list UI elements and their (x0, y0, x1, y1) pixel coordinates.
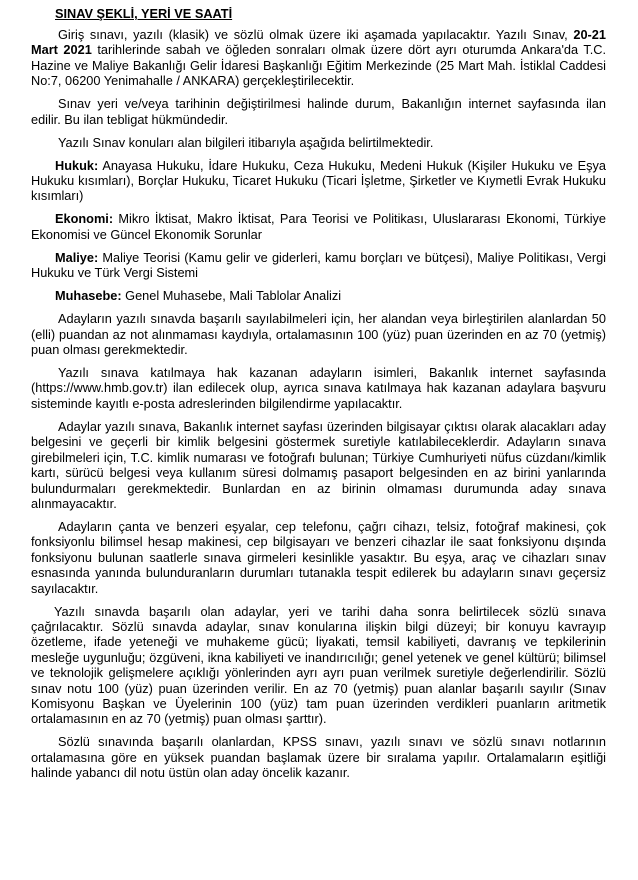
exam-format-text-start: Giriş sınavı, yazılı (klasik) ve sözlü olmak üzere iki aşamada yapılacaktır. Yazılı Sınav, (58, 27, 574, 42)
topic-finance (31, 250, 606, 281)
topic-label: Muhasebe: (55, 288, 122, 304)
exam-format-text-end: tarihlerinde sabah ve öğleden sonraları olmak üzere dört ayrı oturumda Ankara'da T.C. Hazine ve Maliye Bakanlığı Gelir İdaresi Başkanlığı Eğitim Merkezinde (25 Mart Mah. İstiklal Caddesi No:7, 06200 Yenimahalle / ANKARA) gerçekleştirilecektir. (31, 42, 607, 89)
topic-label: Ekonomi: (55, 211, 114, 227)
topic-accounting (31, 288, 606, 303)
paragraph-announcement: Yazılı sınava katılmaya hak kazanan adayların isimleri, Bakanlık internet sayfasında (https://www.hmb.gov.tr) ilan edilecek olup, ayrıca sınava katılmaya hak kazanan adaylara başvuru sisteminde kayıtlı e-posta adreslerinden bilgilendirme yapılacaktır. (31, 365, 606, 411)
paragraph-venue-change: Sınav yeri ve/veya tarihinin değiştirilmesi halinde durum, Bakanlığın internet sayfasında ilan edilir. Bu ilan tebligat hükmündedir. (31, 96, 606, 127)
paragraph-id-documents: Adaylar yazılı sınava, Bakanlık internet sayfası üzerinden bilgisayar çıktısı olarak alacakları aday belgesini ve geçerli bir kimlik belgesini göstermek suretiyle katılabileceklerdir. Adayların sınava girebilmeleri için, T.C. kimlik numarası ve fotoğrafı bulunan; Türkiye Cumhuriyeti nüfus cüzdanı/kimlik kartı, sürücü belgesi veya kullanım süresi dolmamış pasaport belgesinden en az birini yanlarında bulundurmaları gerekmektedir. Bunlardan en az birinin olmaması durumunda aday sınava alınmayacaktır. (31, 418, 606, 511)
paragraph-oral-exam: Yazılı sınavda başarılı olan adaylar, yeri ve tarihi daha sonra belirtilecek sözlü sınava çağrılacaktır. Sözlü sınavda adaylar, sınav konularına ilişkin bilgi düzeyi; bir konuyu kavrayıp özetleme, ifade yeteneği ve muhakeme gücü; liyakati, temsil kabiliyeti, davranış ve tepkilerinin mesleğe uygunluğu; özgüveni, ikna kabiliyeti ve inandırıcılığı; genel yetenek ve genel kültürü; bilimsel ve teknolojik gelişmelere açıklığı yönlerinden ayrı ayrı puan verilmek suretiyle değerlendirilir. Sözlü sınav notu 100 (yüz) puan üzerinden verilir. En az 70 (yetmiş) puan alanlar başarılı sayılır (Sınav Komisyonu Başkan ve Üyelerinin 100 (yüz) tam puan üzerinden verdikleri puanların aritmetik ortalamasının en az 70 (yetmiş) puan olması şarttır). (31, 603, 606, 727)
topic-text: Mikro İktisat, Makro İktisat, Para Teorisi ve Politikası, Uluslararası Ekonomi, Türkiye Ekonomisi ve Güncel Ekonomik Sorunlar (31, 211, 606, 242)
topic-economics (31, 211, 606, 242)
paragraph-passing-score: Adayların yazılı sınavda başarılı sayılabilmeleri için, her alandan veya birleştirilen alanlardan 50 (elli) puandan az not alınmaması kaydıyla, ortalamasının 100 (yüz) puan üzerinden en az 70 (yetmiş) puan olması gerekmektedir. (31, 311, 606, 358)
paragraph-topics-intro: Yazılı Sınav konuları alan bilgileri itibarıyla aşağıda belirtilmektedir. (58, 134, 434, 150)
topic-law (31, 158, 606, 204)
topic-text: Anayasa Hukuku, İdare Hukuku, Ceza Hukuku, Medeni Hukuk (Kişiler Hukuku ve Eşya Hukuku kısımları), Borçlar Hukuku, Ticaret Hukuku (Ticari İşletme, Şirketler ve Kıymetli Evrak Hukuku kısımları) (31, 157, 606, 204)
paragraph-prohibited-items: Adayların çanta ve benzeri eşyalar, cep telefonu, çağrı cihazı, telsiz, fotoğraf makinesi, çok fonksiyonlu bilimsel hesap makinesi, cep bilgisayarı ve benzeri cihazlar ile saat fonksiyonu dışında fonksiyonu bulunan saatlerle sınava girmeleri kesinlikle yasaktır. Bu eşya, araç ve cihazları sınav esnasında yanında bulunduranların durumları tutanakla tespit edilerek bu adayların sınavı geçersiz sayılacaktır. (31, 518, 606, 596)
topic-text: Genel Muhasebe, Mali Tablolar Analizi (121, 288, 342, 304)
topic-label: Maliye: (55, 249, 99, 265)
exam-date: 20-21 Mart 2021 (31, 27, 606, 58)
section-heading: SINAV ŞEKLİ, YERİ VE SAATİ (55, 6, 233, 21)
topic-label: Hukuk: (55, 157, 99, 173)
topic-text: Maliye Teorisi (Kamu gelir ve giderleri, kamu borçları ve bütçesi), Maliye Politikası, Vergi Hukuku ve Türk Vergi Sistemi (31, 249, 606, 281)
paragraph-ranking: Sözlü sınavında başarılı olanlardan, KPSS sınavı, yazılı sınavı ve sözlü sınavı notlarının ortalamasına göre en yüksek puandan başlamak üzere bir sıralama yapılır. Ortalamaların eşitliği halinde yabancı dil notu üstün olan aday öncelik kazanır. (31, 734, 606, 781)
paragraph-exam-format (31, 27, 606, 89)
